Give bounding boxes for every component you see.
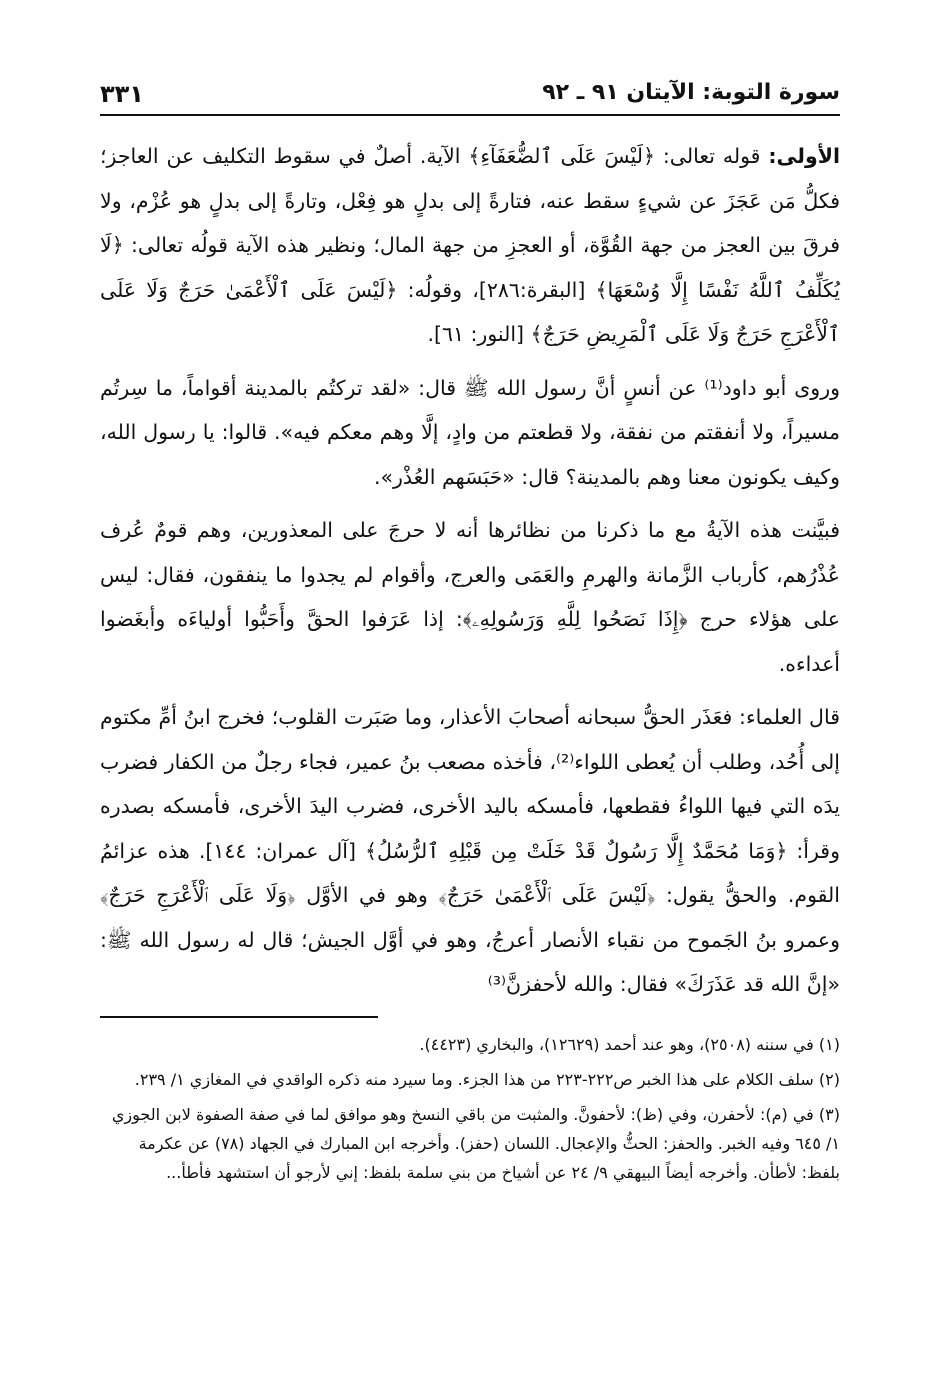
paragraph bbox=[100, 508, 840, 686]
page-header bbox=[100, 70, 840, 116]
main-text bbox=[100, 134, 840, 1007]
paragraph-text: فبيَّنت هذه الآيةُ مع ما ذكرنا من نظائرها أنه لا حرجَ على المعذورين، وهم قومٌ عُرف عُذْرُهم، كأرباب الزَّمانة والهرمِ والعَمَى والعرج، وأقوام لم يجدوا ما ينفقون، فقال: ليس على هؤلاء حرج ﴿إِذَا نَصَحُوا لِلَّهِ وَرَسُولِهِۦ﴾: إذا عَرَفوا الحقَّ وأَحَبُّوا أولياءَه وأبغَضوا أعداءه. bbox=[100, 518, 840, 676]
paragraph-text: قال العلماء: فعَذَر الحقُّ سبحانه أصحابَ الأعذار، وما صَبَرت القلوب؛ فخرج ابنُ أمِّ مكتوم إلى أُحُد، وطلب أن يُعطى اللواء⁽²⁾، فأخذه مصعب بنُ عمير، فجاء رجلٌ من الكفار فضرب يدَه التي فيها اللواءُ فقطعها، فأمسكه باليد الأخرى، فضرب اليدَ الأخرى، فأمسكه بصدره وقرأ: ﴿وَمَا مُحَمَّدٌ إِلَّا رَسُولٌ قَدْ خَلَتْ مِن قَبْلِهِ ٱلرُّسُلُ﴾ [آل عمران: ١٤٤]. هذه عزائمُ القوم. والحقُّ يقول: ﴿لَيْسَ عَلَى ٱلْأَعْمَىٰ حَرَجٌ﴾ وهو في الأوَّل ﴿وَلَا عَلَى ٱلْأَعْرَجِ حَرَجٌ﴾ وعمرو بنُ الجَموح من نقباء الأنصار أعرجُ، وهو في أوَّل الجيش؛ قال له رسول الله ﷺ: «إنَّ الله قد عَذَرَكَ» فقال: والله لأحفزنَّ⁽³⁾ bbox=[100, 705, 840, 996]
footnote: (٢) سلف الكلام على هذا الخبر ص٢٢٢-٢٢٣ من هذا الجزء. وما سيرد منه ذكره الواقدي في المغازي ١/ ٢٣٩. bbox=[134, 1069, 840, 1089]
footnote: (١) في سننه (٢٥٠٨)، وهو عند أحمد (١٢٦٢٩)، والبخاري (٤٤٢٣). bbox=[419, 1034, 840, 1054]
paragraph-text: وروى أبو داود⁽¹⁾ عن أنسٍ أنَّ رسول الله ﷺ قال: «لقد تركتُم بالمدينة أقواماً، ما سِرتُم مسيراً، ولا أنفقتم من نفقة، ولا قطعتم من وادٍ، إلَّا وهم معكم فيه». قالوا: يا رسول الله، وكيف يكونون معنا وهم بالمدينة؟ قال: «حَبَسَهم العُذْر». bbox=[100, 375, 840, 489]
running-title: سورة التوبة: الآيتان ٩١ ـ ٩٢ bbox=[542, 80, 840, 105]
book-page bbox=[100, 70, 840, 1193]
footnote-divider bbox=[100, 1016, 378, 1018]
paragraph bbox=[100, 366, 840, 500]
paragraph bbox=[100, 695, 840, 1007]
footnote: (٣) في (م): لأحفرن، وفي (ظ): لأحفونَّ. والمثبت من باقي النسخ وهو موافق لما في صفة الصفوة لابن الجوزي ١/ ٦٤٥ وفيه الخبر. والحفز: الحثُّ والإعجال. اللسان (حفز). وأخرجه ابن المبارك في الجهاد (٧٨) عن عكرمة بلفظ: لأطأن. وأخرجه أيضاً البيهقي ٩/ ٢٤ عن أشياخ من بني سلمة بلفظ: إني لأرجو أن استشهد فأطأ... bbox=[111, 1104, 840, 1182]
paragraph-lead: الأولى: bbox=[768, 144, 840, 168]
footnotes bbox=[100, 1030, 840, 1187]
paragraph-text: قوله تعالى: ﴿لَيْسَ عَلَى ٱلضُّعَفَآءِ﴾ الآية. أصلٌ في سقوط التكليف عن العاجز؛ فكلُّ مَن عَجَزَ عن شيءٍ سقط عنه، فتارةً إلى بدلٍ هو فِعْل، وتارةً إلى بدلٍ هو عُزْم، ولا فرقَ بين العجز من جهة القُوَّة، أو العجزِ من جهة المال؛ ونظير هذه الآية قولُه تعالى: ﴿لَا يُكَلِّفُ ٱللَّهُ نَفْسًا إِلَّا وُسْعَهَا﴾ [البقرة:٢٨٦]، وقولُه: ﴿لَيْسَ عَلَى ٱلْأَعْمَىٰ حَرَجٌ وَلَا عَلَى ٱلْأَعْرَجِ حَرَجٌ وَلَا عَلَى ٱلْمَرِيضِ حَرَجٌ﴾ [النور: ٦١]. bbox=[100, 144, 840, 346]
paragraph bbox=[100, 134, 840, 357]
page-number: ٣٣١ bbox=[100, 80, 144, 108]
